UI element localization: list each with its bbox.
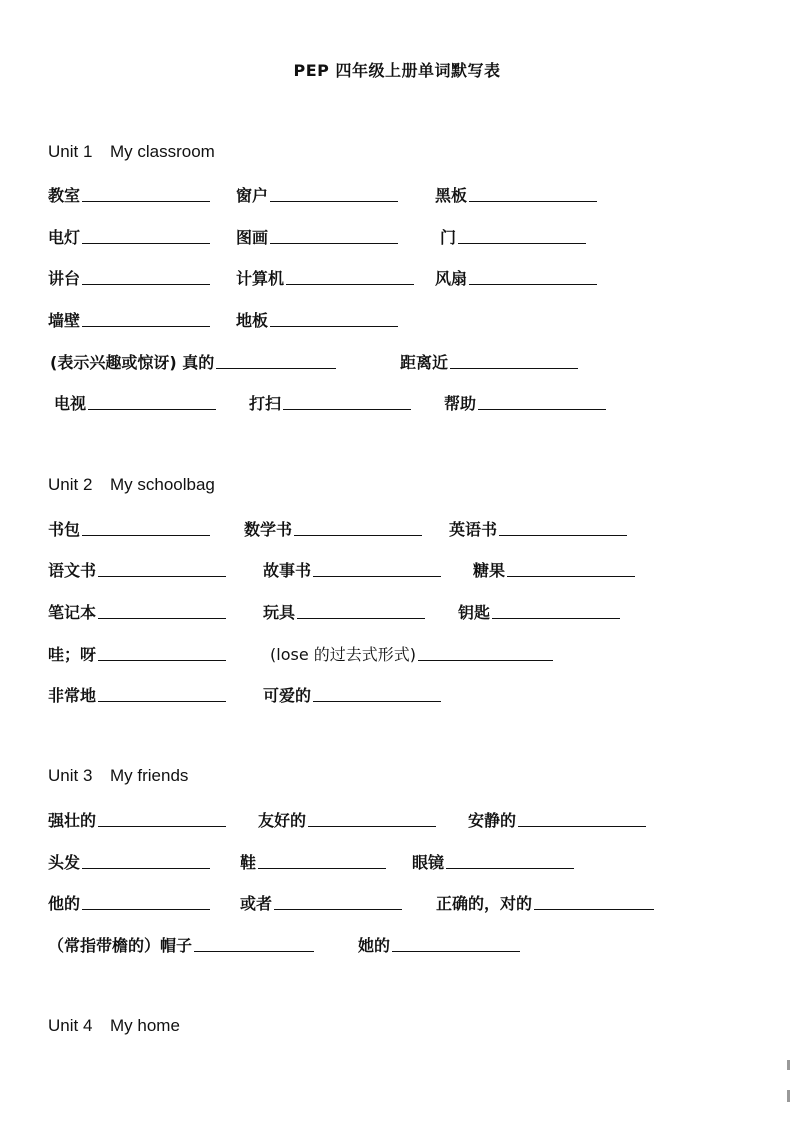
word-item: [236, 266, 414, 289]
word-item: [358, 933, 520, 956]
word-label: 友好的: [258, 811, 307, 830]
unit-number: Unit 4: [48, 1016, 93, 1035]
word-label: （常指带檐的）帽子: [48, 936, 193, 955]
answer-blank[interactable]: [492, 617, 620, 619]
word-label: 风扇: [435, 269, 468, 288]
scan-mark: [787, 1090, 790, 1102]
word-label: 鞋: [240, 853, 257, 872]
word-item: [50, 350, 336, 373]
answer-blank[interactable]: [313, 575, 441, 577]
word-label: 英语书: [449, 520, 498, 539]
word-item: [444, 391, 606, 414]
scan-mark: [787, 1060, 790, 1070]
answer-blank[interactable]: [270, 242, 398, 244]
word-label: 距离近: [400, 353, 449, 372]
word-item: [263, 600, 425, 623]
unit-heading: [48, 142, 215, 162]
word-label: 非常地: [48, 686, 97, 705]
word-label: 书包: [48, 520, 81, 539]
word-item: [48, 933, 314, 956]
answer-blank[interactable]: [98, 825, 226, 827]
word-label: (lose 的过去式形式): [270, 645, 416, 664]
word-item: [48, 266, 210, 289]
answer-blank[interactable]: [258, 867, 386, 869]
answer-blank[interactable]: [82, 242, 210, 244]
word-label: 头发: [48, 853, 81, 872]
word-label: 可爱的: [263, 686, 312, 705]
word-item: [449, 517, 627, 540]
word-label: 语文书: [48, 561, 97, 580]
word-item: [440, 225, 586, 248]
answer-blank[interactable]: [499, 534, 627, 536]
word-label: 地板: [236, 311, 269, 330]
word-item: [48, 600, 226, 623]
answer-blank[interactable]: [98, 617, 226, 619]
answer-blank[interactable]: [297, 617, 425, 619]
word-item: [236, 308, 398, 331]
word-item: [263, 683, 441, 706]
word-label: 教室: [48, 186, 81, 205]
word-item: [54, 391, 216, 414]
word-item: [48, 183, 210, 206]
answer-blank[interactable]: [270, 200, 398, 202]
word-label: 眼镜: [412, 853, 445, 872]
answer-blank[interactable]: [313, 700, 441, 702]
word-label: 窗户: [236, 186, 269, 205]
answer-blank[interactable]: [507, 575, 635, 577]
word-label: 打扫: [249, 394, 282, 413]
word-item: [240, 891, 402, 914]
word-item: [48, 891, 210, 914]
word-item: [436, 891, 654, 914]
word-item: [236, 225, 398, 248]
word-item: [244, 517, 422, 540]
answer-blank[interactable]: [274, 908, 402, 910]
word-item: [48, 517, 210, 540]
answer-blank[interactable]: [294, 534, 422, 536]
word-label: 哇；呀: [48, 645, 97, 664]
word-item: [258, 808, 436, 831]
word-label: 他的: [48, 894, 81, 913]
word-item: [435, 183, 597, 206]
word-label: 钥匙: [458, 603, 491, 622]
answer-blank[interactable]: [98, 659, 226, 661]
answer-blank[interactable]: [450, 367, 578, 369]
word-item: [236, 183, 398, 206]
answer-blank[interactable]: [308, 825, 436, 827]
answer-blank[interactable]: [82, 325, 210, 327]
unit-heading: [48, 766, 188, 786]
word-item: [48, 683, 226, 706]
answer-blank[interactable]: [194, 950, 314, 952]
word-item: [48, 225, 210, 248]
word-item: [412, 850, 574, 873]
answer-blank[interactable]: [82, 200, 210, 202]
answer-blank[interactable]: [270, 325, 398, 327]
word-label: 电视: [54, 394, 87, 413]
answer-blank[interactable]: [469, 283, 597, 285]
word-label: 黑板: [435, 186, 468, 205]
answer-blank[interactable]: [458, 242, 586, 244]
word-label: 讲台: [48, 269, 81, 288]
unit-name: My classroom: [110, 142, 215, 161]
unit-heading: [48, 1016, 180, 1036]
answer-blank[interactable]: [518, 825, 646, 827]
word-item: [48, 642, 226, 665]
answer-blank[interactable]: [88, 408, 216, 410]
word-label: 安静的: [468, 811, 517, 830]
word-label: 强壮的: [48, 811, 97, 830]
unit-heading: [48, 475, 215, 495]
word-item: [458, 600, 620, 623]
word-label: 正确的，对的: [436, 894, 533, 913]
word-label: 她的: [358, 936, 391, 955]
word-label: 数学书: [244, 520, 293, 539]
answer-blank[interactable]: [478, 408, 606, 410]
word-label: 墙壁: [48, 311, 81, 330]
answer-blank[interactable]: [534, 908, 654, 910]
word-label: 图画: [236, 228, 269, 247]
unit-number: Unit 1: [48, 142, 93, 161]
answer-blank[interactable]: [446, 867, 574, 869]
word-item: [473, 558, 635, 581]
word-item: [270, 642, 553, 665]
word-item: [400, 350, 578, 373]
word-label: 电灯: [48, 228, 81, 247]
answer-blank[interactable]: [392, 950, 520, 952]
answer-blank[interactable]: [283, 408, 411, 410]
word-label: 帮助: [444, 394, 477, 413]
answer-blank[interactable]: [82, 908, 210, 910]
word-label: 玩具: [263, 603, 296, 622]
word-item: [48, 808, 226, 831]
answer-blank[interactable]: [469, 200, 597, 202]
answer-blank[interactable]: [82, 867, 210, 869]
answer-blank[interactable]: [82, 283, 210, 285]
answer-blank[interactable]: [418, 659, 553, 661]
word-item: [435, 266, 597, 289]
answer-blank[interactable]: [82, 534, 210, 536]
word-item: [249, 391, 411, 414]
unit-name: My home: [110, 1016, 180, 1035]
page-title: PEP 四年级上册单词默写表: [293, 61, 501, 80]
word-label: 糖果: [473, 561, 506, 580]
unit-number: Unit 2: [48, 475, 93, 494]
unit-number: Unit 3: [48, 766, 93, 785]
word-label: 门: [440, 228, 457, 247]
word-label: 或者: [240, 894, 273, 913]
answer-blank[interactable]: [216, 367, 336, 369]
word-label: 笔记本: [48, 603, 97, 622]
word-label: 故事书: [263, 561, 312, 580]
word-label: (表示兴趣或惊讶) 真的: [50, 353, 215, 372]
answer-blank[interactable]: [98, 700, 226, 702]
word-item: [48, 308, 210, 331]
answer-blank[interactable]: [286, 283, 414, 285]
word-label: 计算机: [236, 269, 285, 288]
word-item: [263, 558, 441, 581]
word-item: [48, 558, 226, 581]
word-item: [240, 850, 386, 873]
unit-name: My friends: [110, 766, 189, 785]
word-item: [48, 850, 210, 873]
unit-name: My schoolbag: [110, 475, 215, 494]
word-item: [468, 808, 646, 831]
answer-blank[interactable]: [98, 575, 226, 577]
